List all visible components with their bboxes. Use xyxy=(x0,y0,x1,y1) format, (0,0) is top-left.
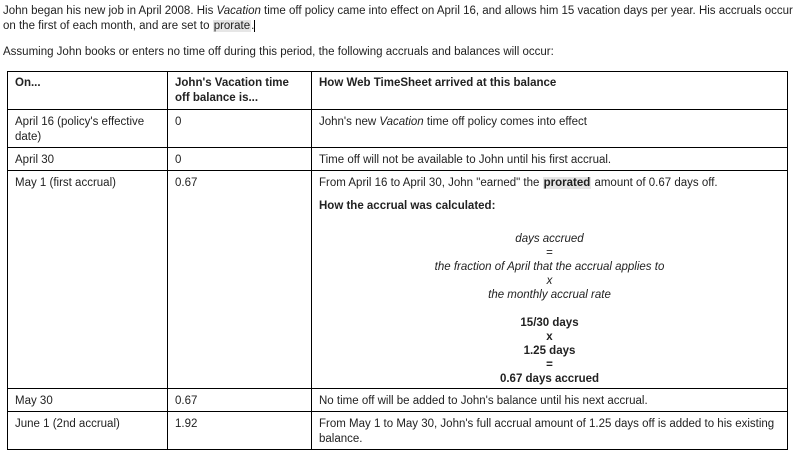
table-row xyxy=(8,171,788,389)
header-on: On... xyxy=(8,72,168,110)
cell-balance: 1.92 xyxy=(168,412,312,450)
may1-explanation: From April 16 to April 30, John "earned" the prorated amount of 0.67 days off. xyxy=(319,177,718,189)
formula-line: the monthly accrual rate xyxy=(488,289,611,301)
numeric-line: x xyxy=(546,331,553,343)
cell-balance: 0 xyxy=(168,110,312,148)
cell-on: April 30 xyxy=(8,148,168,171)
cell-how xyxy=(312,171,788,389)
intro-text-2: time off policy came into effect on April 16, and allows him 15 vacation days per year. His accruals occur on the first of each month, and are set to xyxy=(3,5,793,32)
highlighted-term: prorate xyxy=(213,20,251,32)
formula-line: = xyxy=(546,247,553,259)
table-row xyxy=(8,412,788,450)
cell-how: From May 1 to May 30, John's full accrual amount of 1.25 days off is added to his existing balance. xyxy=(312,412,788,450)
calc-heading: How the accrual was calculated: xyxy=(319,200,496,212)
cell-on: April 16 (policy's effective date) xyxy=(8,110,168,148)
cell-how: Time off will not be available to John until his first accrual. xyxy=(312,148,788,171)
cell-on: May 30 xyxy=(8,389,168,412)
cell-on: June 1 (2nd accrual) xyxy=(8,412,168,450)
table-row xyxy=(8,389,788,412)
numeric-line: 0.67 days accrued xyxy=(499,373,600,385)
header-how: How Web TimeSheet arrived at this balance xyxy=(312,72,788,110)
assumption-paragraph: Assuming John books or enters no time off during this period, the following accruals and balances will occur: xyxy=(3,46,554,58)
table-header-row xyxy=(8,72,788,110)
formula-line: days accrued xyxy=(515,233,584,245)
cell-how: John's new Vacation time off policy comes into effect xyxy=(312,110,788,148)
numeric-line: 1.25 days xyxy=(523,345,576,357)
cell-how: No time off will be added to John's balance until his next accrual. xyxy=(312,389,788,412)
table-row xyxy=(8,110,788,148)
intro-paragraph xyxy=(3,4,797,34)
cell-balance: 0.67 xyxy=(168,171,312,389)
cell-balance: 0 xyxy=(168,148,312,171)
formula-line: the fraction of April that the accrual applies to xyxy=(434,261,665,273)
cell-balance: 0.67 xyxy=(168,389,312,412)
formula-line: x xyxy=(546,275,553,287)
highlighted-term: prorated xyxy=(543,177,591,189)
accrual-table xyxy=(7,71,788,450)
cell-on: May 1 (first accrual) xyxy=(8,171,168,389)
intro-text: John began his new job in April 2008. His xyxy=(3,5,217,17)
numeric-line: = xyxy=(546,359,553,371)
numeric-line: 15/30 days xyxy=(520,317,579,329)
formula-block xyxy=(319,218,780,386)
header-balance: John's Vacation time off balance is... xyxy=(168,72,312,110)
text-cursor: . xyxy=(251,20,255,32)
intro-emphasis: Vacation xyxy=(216,5,261,17)
table-row xyxy=(8,148,788,171)
